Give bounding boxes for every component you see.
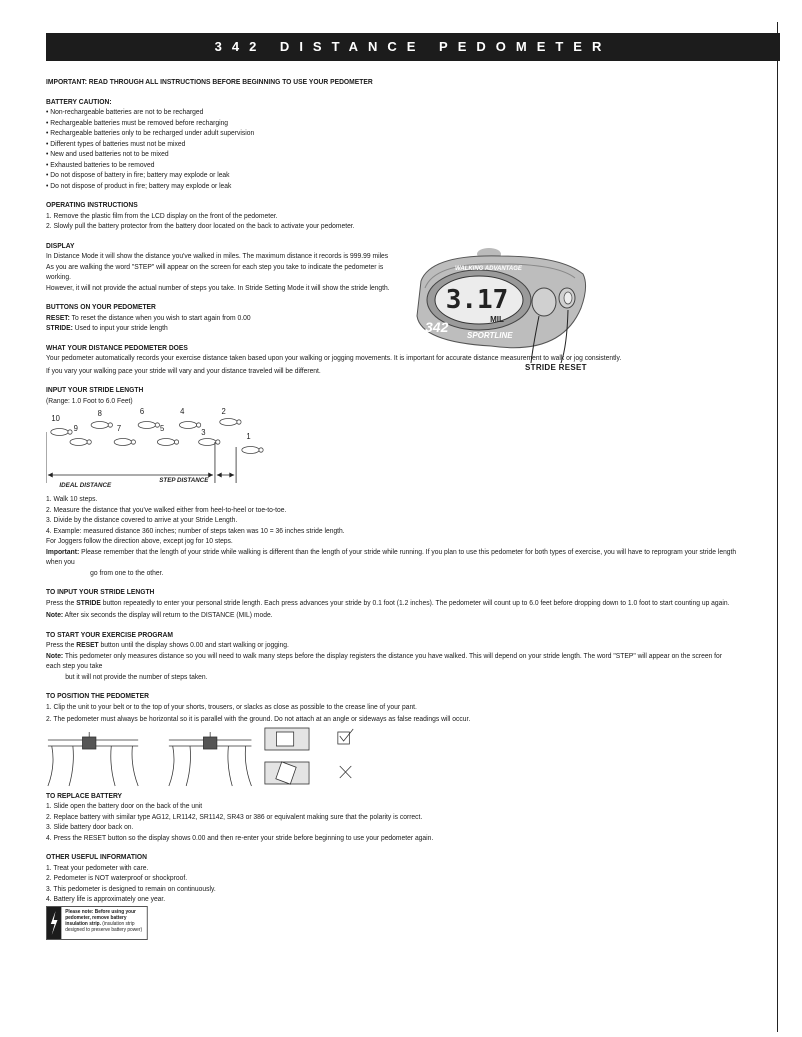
battery-caution-item: • Exhausted batteries to be removed	[46, 161, 737, 172]
position-illustrations	[46, 726, 737, 788]
step-number: 5	[160, 423, 165, 434]
to-start-post: button until the display shows 0.00 and start walking or jogging.	[98, 642, 289, 649]
stride-step: 2. Measure the distance that you've walked either from heel-to-heel or toe-to-toe.	[46, 506, 287, 514]
note-label: Note:	[46, 652, 64, 660]
battery-caution-item: • New and used batteries not to be mixed	[46, 150, 737, 161]
to-start-pre: Press the	[46, 642, 77, 649]
reset-label: RESET:	[46, 314, 70, 322]
battery-caution-item: • Different types of batteries must not be mixed	[46, 140, 737, 151]
instructions-body	[46, 78, 737, 940]
stride-text: Used to input your stride length	[72, 325, 168, 332]
device-brand-line: WALKING ADVANTAGE	[455, 266, 522, 272]
step-distance-label: STEP DISTANCE	[159, 476, 209, 485]
insulation-strip-note	[46, 906, 148, 940]
to-input-line	[46, 599, 737, 610]
to-input-pre: Press the	[46, 599, 77, 607]
reset-text: To reset the distance when you wish to start again from 0.00	[69, 314, 251, 322]
stride-reset-callout: STRIDE RESET	[525, 363, 587, 372]
important-label: Important:	[46, 548, 80, 556]
insulation-strip-text	[65, 909, 146, 933]
what-line: Your pedometer automatically records your exercise distance taken based upon your walking or jogging movements. It is important for accurate distance measurement to walk or jog consistently.	[46, 355, 622, 362]
what-heading: WHAT YOUR DISTANCE PEDOMETER DOES	[46, 344, 188, 352]
replace-line: 2. Replace battery with similar type AG12, LR1142, SR1142, SR43 or 386 or equivalent making sure that the polarity is correct.	[46, 813, 423, 821]
replace-line: 4. Press the RESET button so the display shows 0.00 and then re-enter your stride before beginning to use your pedometer again.	[46, 834, 434, 842]
to-input-heading: TO INPUT YOUR STRIDE LENGTH	[46, 589, 155, 596]
other-line: 2. Pedometer is NOT waterproof or shockproof.	[46, 875, 188, 882]
step-number: 8	[97, 408, 102, 419]
important-stride-note	[46, 548, 737, 569]
stride-step: 1. Walk 10 steps.	[46, 496, 98, 503]
ideal-distance-label: IDEAL DISTANCE	[59, 481, 112, 490]
step-number: 1	[246, 431, 251, 442]
battery-caution-item: • Rechargeable batteries only to be recharged under adult supervision	[46, 129, 737, 140]
note-label: Note:	[46, 612, 64, 619]
display-line: In Distance Mode it will show the distance you've walked in miles. The maximum distance it records is 999.99 miles	[46, 253, 389, 260]
stride-step: 3. Divide by the distance covered to arrive at your Stride Length.	[46, 517, 238, 524]
battery-caution-item: • Do not dispose of product in fire; battery may explode or leak	[46, 182, 737, 193]
page-title: 342 DISTANCE PEDOMETER	[46, 33, 780, 61]
other-line: 4. Battery life is approximately one year.	[46, 896, 166, 903]
device-maker: SPORTLINE	[467, 331, 513, 340]
to-input-bold: STRIDE	[76, 599, 101, 607]
step-number: 4	[180, 407, 185, 417]
operating-item: 2. Slowly pull the battery protector from the battery door located on the back to activate your pedometer.	[46, 223, 355, 230]
replace-heading: TO REPLACE BATTERY	[46, 792, 123, 800]
step-number: 9	[73, 423, 78, 434]
stride-range: (Range: 1.0 Foot to 6.0 Feet)	[46, 397, 133, 405]
display-line: However, it will not provide the actual number of steps you take. In Stride Setting Mode it will show the stride length.	[46, 284, 390, 292]
input-stride-heading: INPUT YOUR STRIDE LENGTH	[46, 387, 144, 394]
important-text: Please remember that the length of your stride while walking is different than the length of your stride while running. If you plan to use this pedometer for both types of exercise, you will have to reprogram your stride length when you	[46, 548, 737, 566]
stride-step: For Joggers follow the direction above, except jog for 10 steps.	[46, 538, 233, 545]
other-line: 3. This pedometer is designed to remain on continuously.	[46, 885, 216, 893]
step-number: 6	[139, 407, 145, 417]
important-notice: IMPORTANT: READ THROUGH ALL INSTRUCTIONS BEFORE BEGINNING TO USE YOUR PEDOMETER	[46, 79, 373, 86]
stride-diagram	[46, 407, 737, 495]
reset-description	[46, 314, 737, 325]
stride-description	[46, 324, 737, 335]
device-reading: 3.17	[445, 285, 509, 315]
what-line: If you vary your walking pace your stride will vary and your distance traveled will be different.	[46, 367, 321, 375]
replace-line: 3. Slide battery door back on.	[46, 824, 134, 831]
to-start-note-continued: but it will not provide the number of steps taken.	[65, 673, 208, 681]
to-input-note	[46, 611, 737, 622]
other-line: 1. Treat your pedometer with care.	[46, 864, 149, 872]
belt-diagrams-svg	[46, 726, 411, 788]
device-model: 342	[425, 319, 449, 335]
note-box-bold: Please note: Before using your pedometer, remove battery insulation strip.	[65, 908, 136, 927]
battery-caution-item: • Do not dispose of battery in fire; battery may explode or leak	[46, 171, 737, 182]
to-start-bold: RESET	[76, 642, 99, 649]
step-number: 3	[201, 427, 206, 438]
display-line: As you are walking the word "STEP" will appear on the screen for each step you take to indicate the pedometer is working.	[46, 263, 384, 281]
right-margin-rule	[777, 22, 778, 1032]
battery-caution-item: • Non-rechargeable batteries are not to be recharged	[46, 108, 737, 119]
operating-item: 1. Remove the plastic film from the LCD display on the front of the pedometer.	[46, 212, 278, 220]
note-text: This pedometer only measures distance so you will need to walk many steps before the display registers the distance you have walked. This will depend on your stride length. The word "STEP" will appear on the screen for each step you take	[46, 652, 723, 670]
to-input-post: button repeatedly to enter your personal stride length. Each press advances your stride by 0.1 foot (1.2 inches). The pedometer will count up to 6.0 feet before dropping down to 1.0 foot to start counting up again.	[100, 599, 730, 607]
position-heading: TO POSITION THE PEDOMETER	[46, 693, 149, 700]
replace-line: 1. Slide open the battery door on the back of the unit	[46, 803, 203, 810]
device-unit: MIL	[490, 315, 504, 324]
battery-caution-heading: BATTERY CAUTION:	[46, 98, 112, 106]
other-heading: OTHER USEFUL INFORMATION	[46, 854, 147, 861]
step-number: 7	[116, 423, 122, 434]
to-start-heading: TO START YOUR EXERCISE PROGRAM	[46, 631, 173, 639]
note-text: After six seconds the display will return to the DISTANCE (MIL) mode.	[63, 612, 273, 619]
step-number: 10	[51, 413, 60, 424]
stride-label: STRIDE:	[46, 325, 73, 332]
position-line: 2. The pedometer must always be horizontal so it is parallel with the ground. Do not attach at an angle or sideways as false readings will occur.	[46, 716, 471, 723]
to-start-line	[46, 641, 737, 652]
battery-caution-item: • Rechargeable batteries must be removed before recharging	[46, 119, 737, 130]
operating-heading: OPERATING INSTRUCTIONS	[46, 202, 138, 209]
important-continued: go from one to the other.	[90, 569, 164, 577]
display-heading: DISPLAY	[46, 242, 75, 250]
lightning-icon	[47, 907, 61, 939]
to-start-note	[46, 652, 737, 673]
footprints-svg	[46, 407, 276, 493]
note-box-rest: (insulation strip designed to preserve battery power)	[65, 920, 143, 933]
buttons-heading: BUTTONS ON YOUR PEDOMETER	[46, 304, 156, 311]
stride-step: 4. Example: measured distance 360 inches; number of steps taken was 10 = 36 inches stride length.	[46, 527, 345, 535]
step-number: 2	[221, 407, 226, 417]
position-line: 1. Clip the unit to your belt or to the top of your shorts, trousers, or slacks as close as possible to the crease line of your pant.	[46, 703, 417, 711]
